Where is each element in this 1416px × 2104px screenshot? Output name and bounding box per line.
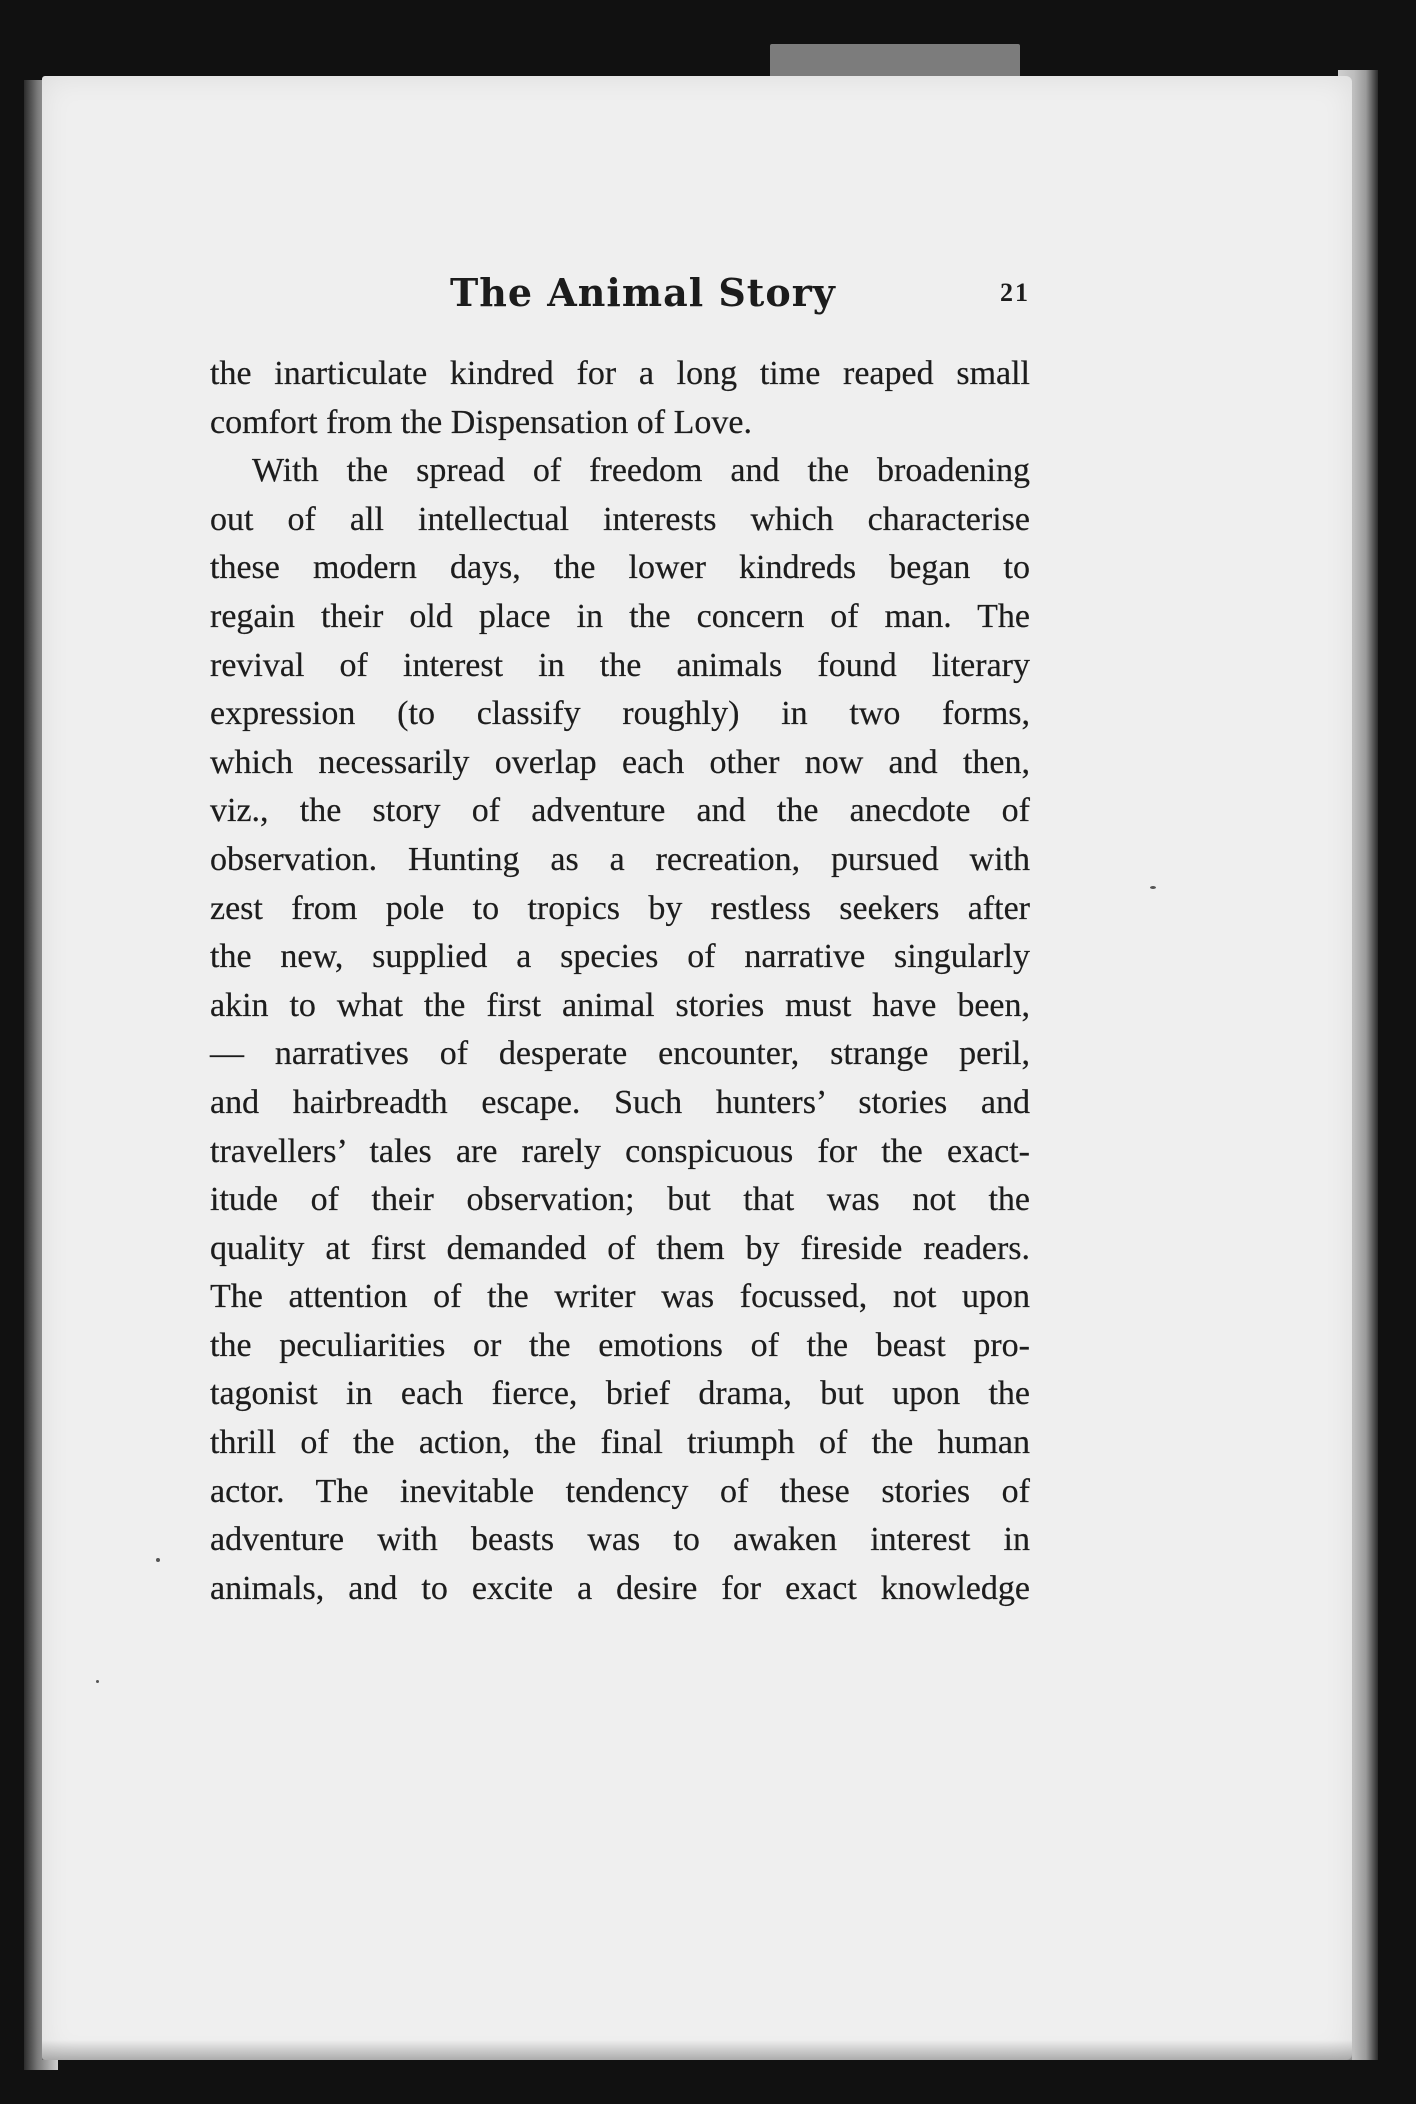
text-line: quality at first demanded of them by fireside readers. (210, 1229, 1030, 1267)
text-line: the peculiarities or the emotions of the beast pro- (210, 1326, 1030, 1364)
text-line: observation. Hunting as a recreation, pursued with (210, 840, 1030, 878)
page-bottom-shadow (42, 2040, 1352, 2060)
text-line: itude of their observation; but that was not the (210, 1181, 1030, 1219)
dust-speck (96, 1680, 99, 1683)
text-line: regain their old place in the concern of man. The (210, 597, 1030, 635)
dust-speck (156, 1558, 160, 1562)
text-line: these modern days, the lower kindreds began to (210, 549, 1030, 587)
text-line: thrill of the action, the final triumph of the human (210, 1424, 1030, 1462)
text-line: the inarticulate kindred for a long time reaped small (210, 355, 1030, 392)
text-line: travellers’ tales are rarely conspicuous for the exact- (210, 1132, 1030, 1170)
text-line: and hairbreadth escape. Such hunters’ stories and (210, 1083, 1030, 1121)
running-head (210, 270, 1030, 320)
running-title: The Animal Story (450, 270, 836, 315)
text-line: viz., the story of adventure and the anecdote of (210, 792, 1030, 830)
text-line: — narratives of desperate encounter, strange peril, (210, 1035, 1030, 1073)
text-line: The attention of the writer was focussed, not upon (210, 1278, 1030, 1316)
dust-speck (1150, 886, 1156, 889)
text-line: zest from pole to tropics by restless seekers after (210, 889, 1030, 927)
text-line: the new, supplied a species of narrative singularly (210, 938, 1030, 976)
text-line: actor. The inevitable tendency of these stories of (210, 1472, 1030, 1510)
text-line: adventure with beasts was to awaken interest in (210, 1521, 1030, 1559)
body-text (210, 350, 1030, 1613)
text-line: comfort from the Dispensation of Love. (210, 403, 752, 441)
text-line: akin to what the first animal stories must have been, (210, 986, 1030, 1024)
page-number: 21 (1000, 278, 1030, 307)
text-line: revival of interest in the animals found literary (210, 646, 1030, 684)
text-line: With the spread of freedom and the broadening (252, 452, 1030, 490)
text-line: which necessarily overlap each other now and then, (210, 743, 1030, 781)
text-line: tagonist in each fierce, brief drama, but upon the (210, 1375, 1030, 1413)
text-line: expression (to classify roughly) in two forms, (210, 695, 1030, 733)
text-line: animals, and to excite a desire for exact knowledge (210, 1569, 1030, 1607)
text-line: out of all intellectual interests which characterise (210, 500, 1030, 538)
